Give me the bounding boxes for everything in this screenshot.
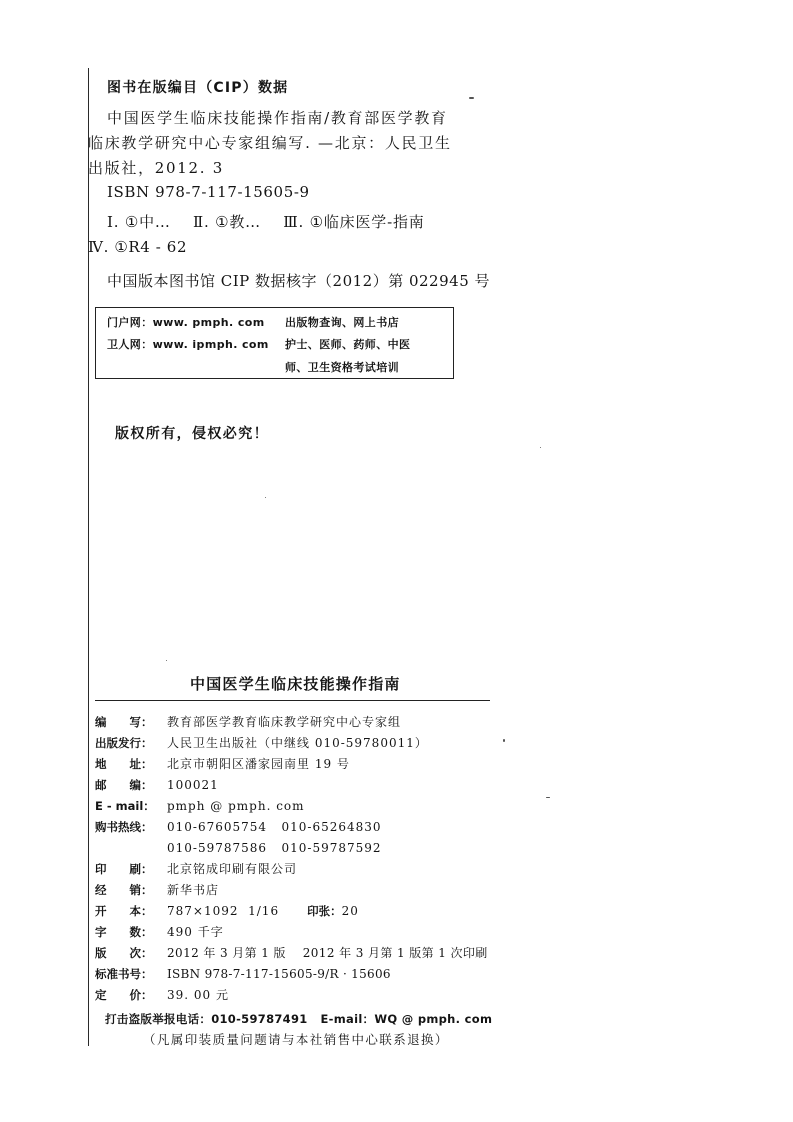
scan-speck: [540, 447, 541, 448]
row-value: 人民卫生出版社（中继线 010-59780011）: [167, 736, 428, 750]
colophon-row-printer: [95, 859, 515, 880]
portal-website: 门户网：www. pmph. com: [107, 316, 265, 329]
colophon-row-address: [95, 754, 515, 775]
ipmph-website: 卫人网：www. ipmph. com: [107, 338, 269, 351]
row-value: ISBN 978-7-117-15605-9/R · 15606: [167, 967, 391, 981]
printed-sheets-value: 20: [341, 904, 359, 918]
row-value: 北京铭成印刷有限公司: [167, 862, 298, 876]
colophon-row-hotline: [95, 817, 515, 838]
colophon-row-price: [95, 985, 515, 1006]
row-label: 编 写：: [95, 715, 153, 729]
colophon-row-isbn: [95, 964, 515, 985]
colophon-row-author: [95, 712, 515, 733]
row-value: 教育部医学教育临床教学研究中心专家组: [167, 715, 402, 729]
row-value: 490 千字: [167, 925, 224, 939]
cip-record-number: 中国版本图书馆 CIP 数据核字（2012）第 022945 号: [107, 272, 491, 290]
row-label: 字 数：: [95, 925, 153, 939]
row-value: 010-59787586 010-59787592: [167, 841, 382, 855]
cip-title-line: 中国医学生临床技能操作指南/教育部医学教育: [107, 109, 448, 127]
colophon-divider: [95, 700, 490, 701]
cip-class-number: Ⅳ. ①R4 - 62: [88, 238, 188, 256]
row-value: 100021: [167, 778, 219, 792]
scan-speck: [469, 97, 474, 99]
row-label: 定 价：: [95, 988, 153, 1002]
row-value: 北京市朝阳区潘家园南里 19 号: [167, 757, 350, 771]
row-label: 开 本：: [95, 904, 153, 918]
row-value: 010-67605754 010-65264830: [167, 820, 382, 834]
row-label: 邮 编：: [95, 778, 153, 792]
ipmph-description-line-2: 师、卫生资格考试培训: [285, 361, 399, 374]
colophon-row-hotline-2: [95, 838, 515, 859]
colophon-row-email: [95, 796, 515, 817]
cip-heading: 图书在版编目（CIP）数据: [107, 80, 289, 96]
row-value: 787×1092 1/16: [167, 904, 280, 918]
row-label: E - mail：: [95, 799, 155, 813]
printed-sheets-label: 印张：: [307, 904, 342, 918]
ipmph-description-line-1: 护士、医师、药师、中医: [285, 338, 411, 351]
page-edge-line: [88, 68, 89, 1046]
colophon-row-distributor: [95, 880, 515, 901]
colophon-row-publisher: [95, 733, 515, 754]
portal-description: 出版物查询、网上书店: [285, 316, 399, 329]
row-label: 版 次：: [95, 946, 153, 960]
cip-isbn: ISBN 978-7-117-15605-9: [107, 183, 310, 201]
cip-author-line: 临床教学研究中心专家组编写. —北京：人民卫生: [88, 134, 452, 152]
row-label: 地 址：: [95, 757, 153, 771]
scan-speck: [503, 739, 505, 742]
colophon-title: 中国医学生临床技能操作指南: [190, 675, 401, 693]
quality-return-note: （凡属印装质量问题请与本社销售中心联系退换）: [143, 1032, 449, 1047]
colophon-details: [95, 712, 515, 1006]
row-value: pmph @ pmph. com: [167, 799, 305, 813]
row-label: 标准书号：: [95, 967, 153, 981]
row-label: 经 销：: [95, 883, 153, 897]
colophon-row-edition: [95, 943, 515, 964]
colophon-row-format: [95, 901, 515, 922]
row-value: 39. 00 元: [167, 988, 229, 1002]
row-value: 2012 年 3 月第 1 版 2012 年 3 月第 1 版第 1 次印刷: [167, 946, 488, 960]
row-label: 出版发行：: [95, 736, 153, 750]
cip-publisher-line: 出版社，2012. 3: [88, 159, 224, 177]
copyright-notice: 版权所有，侵权必究！: [115, 426, 269, 442]
colophon-row-postcode: [95, 775, 515, 796]
cip-classification: Ⅰ. ①中… Ⅱ. ①教… Ⅲ. ①临床医学-指南: [107, 213, 425, 231]
row-value: 新华书店: [167, 883, 220, 897]
website-info-box: [95, 307, 454, 379]
row-label: 印 刷：: [95, 862, 153, 876]
row-label: 购书热线：: [95, 820, 153, 834]
scan-speck: [166, 660, 167, 661]
anti-piracy-hotline: 打击盗版举报电话：010-59787491 E-mail：WQ @ pmph. com: [105, 1012, 493, 1026]
scan-speck: [265, 497, 266, 498]
colophon-row-word-count: [95, 922, 515, 943]
scan-speck: [546, 797, 550, 798]
